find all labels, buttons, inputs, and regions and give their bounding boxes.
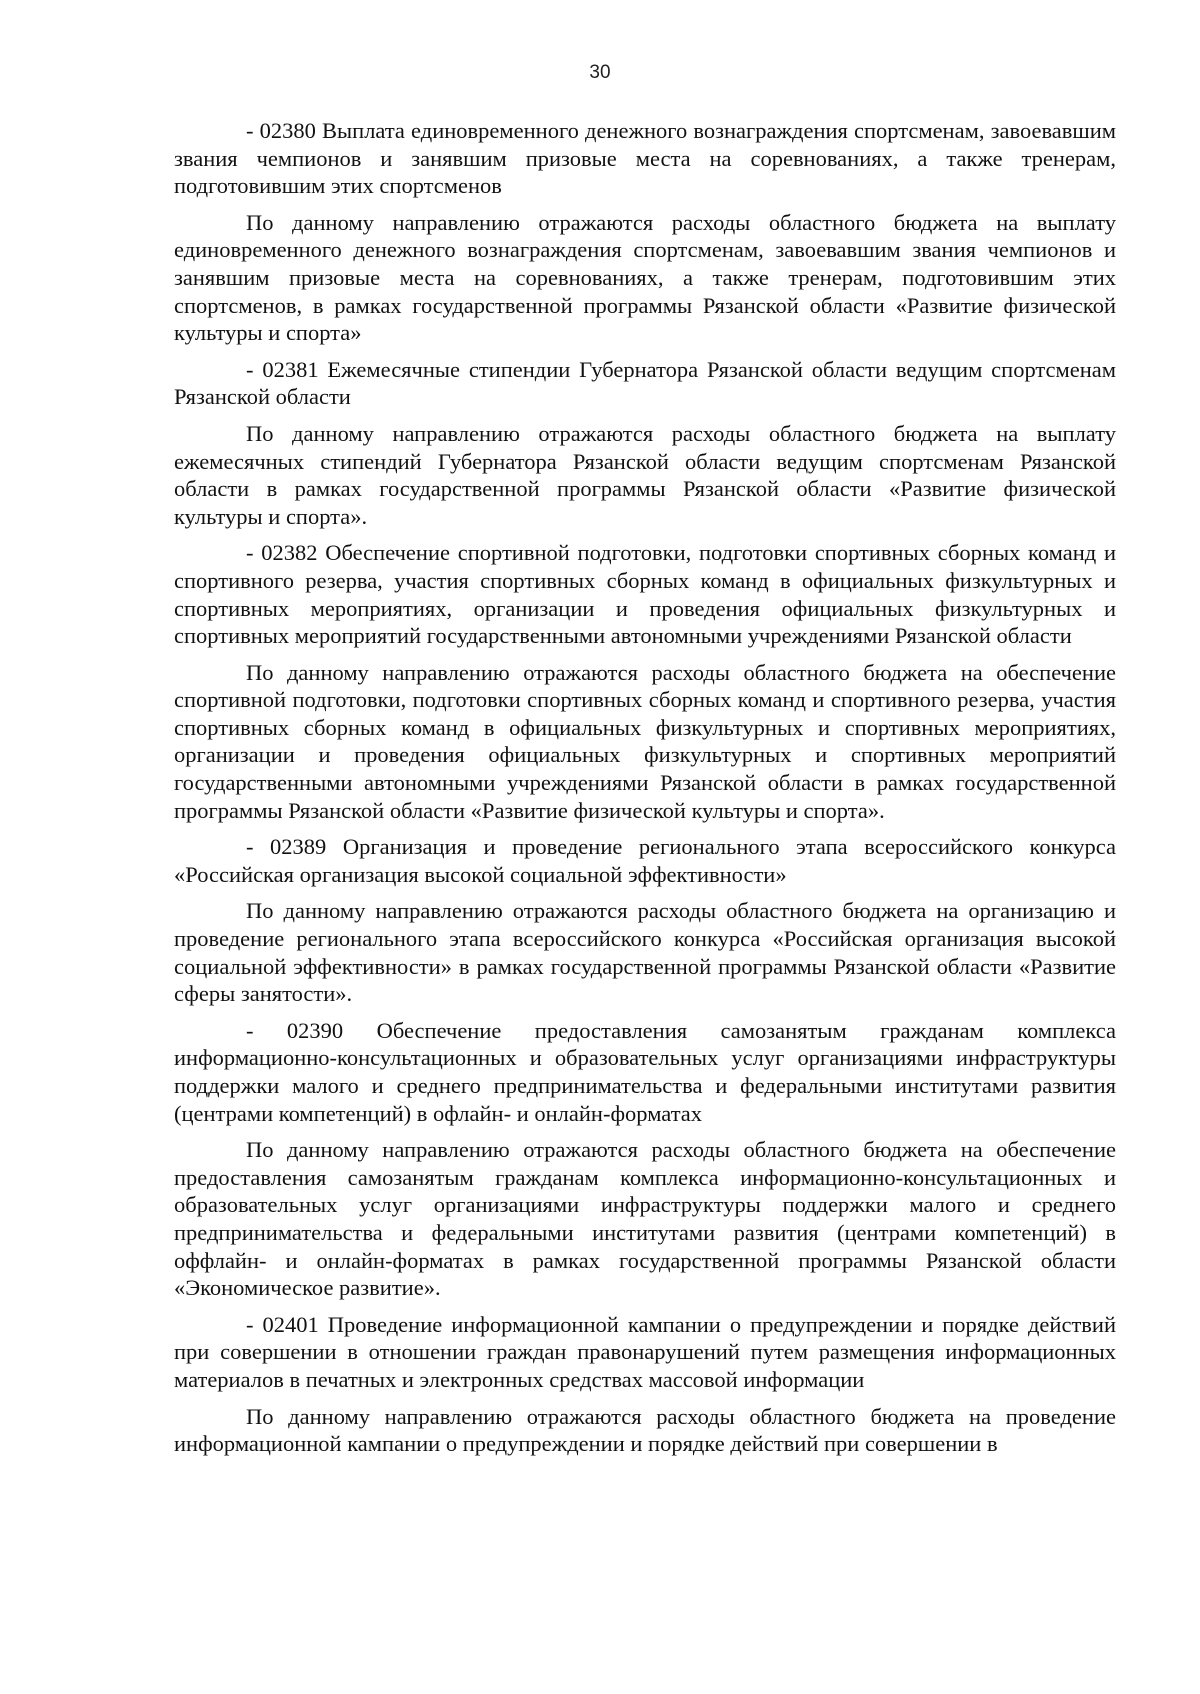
- budget-item-02389-description: По данному направлению отражаются расходы областного бюджета на организацию и проведение регионального этапа всероссийского конкурса «Российская организация высокой социальной эффективности» в рамках государственной программы Рязанской области «Развитие сферы занятости».: [174, 898, 1116, 1007]
- budget-item-02381-heading: - 02381 Ежемесячные стипендии Губернатора Рязанской области ведущим спортсменам Рязанской области: [174, 356, 1116, 410]
- page-number: 30: [589, 62, 611, 83]
- budget-item-02390-description: По данному направлению отражаются расходы областного бюджета на обеспечение предоставления самозанятым гражданам комплекса информационно-консультационных и образовательных услуг организациями инфраструктуры поддержки малого и среднего предпринимательства и федеральными институтами развития (центрами компетенций) в оффлайн- и онлайн-форматах в рамках государственной программы Рязанской области «Экономическое развитие».: [174, 1137, 1116, 1301]
- budget-item-02382-heading: - 02382 Обеспечение спортивной подготовки, подготовки спортивных сборных команд и спортивного резерва, участия спортивных сборных команд в официальных физкультурных и спортивных мероприятиях, организации и проведения официальных физкультурных и спортивных мероприятий государственными автономными учреждениями Рязанской области: [174, 540, 1116, 649]
- budget-item-02380-description: По данному направлению отражаются расходы областного бюджета на выплату единовременного денежного вознаграждения спортсменам, завоевавшим звания чемпионов и занявшим призовые места на соревнованиях, а также тренерам, подготовившим этих спортсменов, в рамках государственной программы Рязанской области «Развитие физической культуры и спорта»: [174, 209, 1116, 346]
- document-body: [174, 117, 1116, 1458]
- budget-item-02401-heading: - 02401 Проведение информационной кампании о предупреждении и порядке действий при совершении в отношении граждан правонарушений путем размещения информационных материалов в печатных и электронных средствах массовой информации: [174, 1311, 1116, 1392]
- budget-item-02381-description: По данному направлению отражаются расходы областного бюджета на выплату ежемесячных стипендий Губернатора Рязанской области ведущим спортсменам Рязанской области в рамках государственной программы Рязанской области «Развитие физической культуры и спорта».: [174, 420, 1116, 529]
- budget-item-02389-heading: - 02389 Организация и проведение регионального этапа всероссийского конкурса «Российская организация высокой социальной эффективности»: [174, 834, 1116, 887]
- budget-item-02382-description: По данному направлению отражаются расходы областного бюджета на обеспечение спортивной подготовки, подготовки спортивных сборных команд и спортивного резерва, участия спортивных сборных команд в официальных физкультурных и спортивных мероприятиях, организации и проведения официальных физкультурных и спортивных мероприятий государственными автономными учреждениями Рязанской области в рамках государственной программы Рязанской области «Развитие физической культуры и спорта».: [174, 659, 1116, 823]
- budget-item-02401-description: По данному направлению отражаются расходы областного бюджета на проведение информационной кампании о предупреждении и порядке действий при совершении в: [174, 1403, 1116, 1457]
- budget-item-02380-heading: - 02380 Выплата единовременного денежного вознаграждения спортсменам, завоевавшим звания чемпионов и занявшим призовые места на соревнованиях, а также тренерам, подготовившим этих спортсменов: [174, 118, 1116, 199]
- budget-item-02390-heading: - 02390 Обеспечение предоставления самозанятым гражданам комплекса информационно-консультационных и образовательных услуг организациями инфраструктуры поддержки малого и среднего предпринимательства и федеральными институтами развития (центрами компетенций) в офлайн- и онлайн-форматах: [174, 1017, 1116, 1126]
